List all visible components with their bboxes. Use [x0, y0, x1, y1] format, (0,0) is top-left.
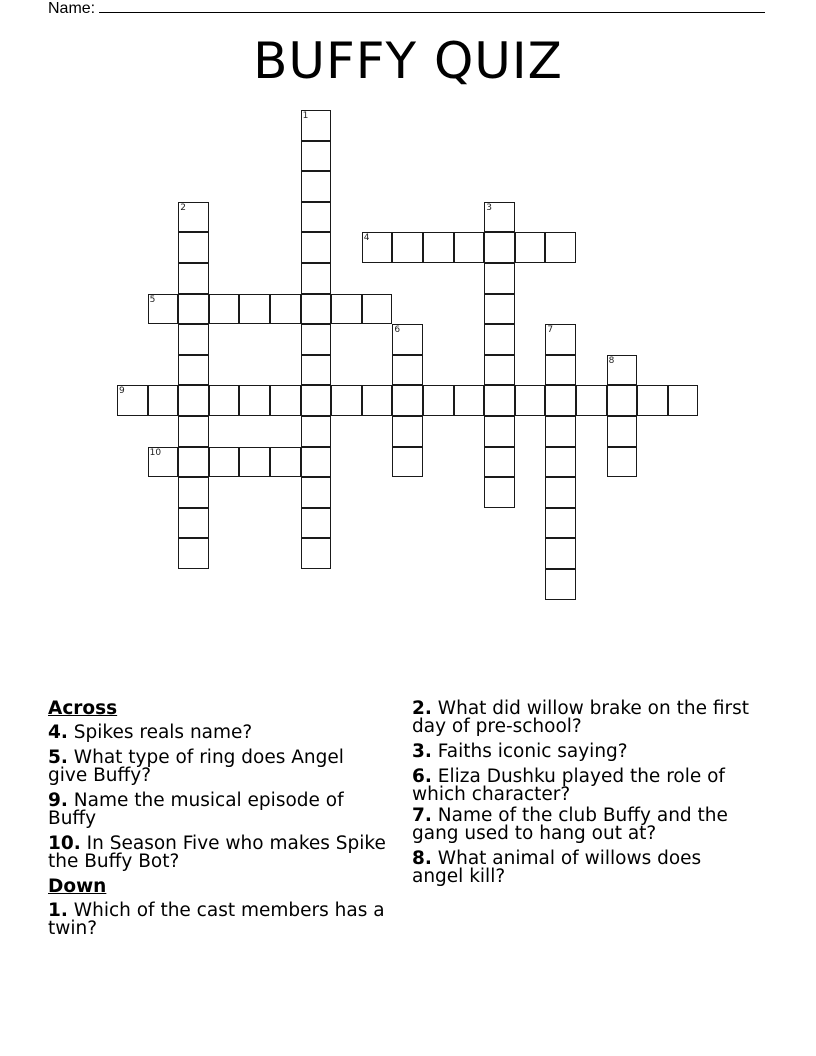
grid-cell[interactable]: [148, 294, 179, 325]
clue-number: 1.: [48, 900, 68, 921]
clue-down-7: [412, 807, 752, 843]
grid-cell[interactable]: [607, 355, 638, 386]
cell-number: 6: [394, 325, 401, 336]
grid-cell[interactable]: [148, 385, 179, 416]
grid-cell[interactable]: [209, 447, 240, 478]
grid-cell[interactable]: [484, 355, 515, 386]
clue-across-9: [48, 792, 388, 828]
clue-text: Spikes reals name?: [73, 722, 253, 743]
grid-cell[interactable]: [331, 385, 362, 416]
clue-text: What animal of willows does angel kill?: [412, 848, 702, 887]
grid-cell[interactable]: [178, 202, 209, 233]
clue-text: Name the musical episode of Buffy: [48, 790, 344, 829]
cell-number: 4: [363, 233, 370, 244]
grid-cell[interactable]: [301, 294, 332, 325]
grid-cell[interactable]: [392, 385, 423, 416]
grid-cell[interactable]: [668, 385, 699, 416]
grid-cell[interactable]: [515, 232, 546, 263]
grid-cell[interactable]: [392, 324, 423, 355]
grid-cell[interactable]: [331, 294, 362, 325]
clue-text: In Season Five who makes Spike the Buffy Bot?: [48, 833, 386, 872]
clue-number: 10.: [48, 833, 81, 854]
grid-cell[interactable]: [178, 538, 209, 569]
grid-cell[interactable]: [178, 263, 209, 294]
grid-cell[interactable]: [545, 324, 576, 355]
grid-cell[interactable]: [301, 141, 332, 172]
clue-number: 9.: [48, 790, 68, 811]
grid-cell[interactable]: [484, 294, 515, 325]
cell-number: 8: [608, 355, 615, 366]
clue-number: 7.: [412, 805, 432, 826]
grid-cell[interactable]: [209, 294, 240, 325]
grid-cell[interactable]: [484, 324, 515, 355]
grid-cell[interactable]: [362, 294, 393, 325]
grid-cell[interactable]: [484, 385, 515, 416]
grid-cell[interactable]: [301, 110, 332, 141]
grid-cell[interactable]: [484, 202, 515, 233]
grid-cell[interactable]: [178, 324, 209, 355]
grid-cell[interactable]: [607, 447, 638, 478]
grid-cell[interactable]: [545, 508, 576, 539]
clue-number: 5.: [48, 747, 68, 768]
grid-cell[interactable]: [545, 385, 576, 416]
grid-cell[interactable]: [362, 232, 393, 263]
grid-cell[interactable]: [239, 447, 270, 478]
grid-cell[interactable]: [423, 385, 454, 416]
cell-number: 1: [302, 111, 309, 121]
grid-cell[interactable]: [392, 416, 423, 447]
grid-cell[interactable]: [545, 232, 576, 263]
grid-cell[interactable]: [545, 477, 576, 508]
grid-cell[interactable]: [239, 294, 270, 325]
grid-cell[interactable]: [545, 538, 576, 569]
cell-number: 7: [547, 325, 554, 336]
clue-down-3: [412, 743, 752, 761]
grid-cell[interactable]: [392, 447, 423, 478]
clue-text: Faiths iconic saying?: [437, 741, 628, 762]
cell-number: 3: [486, 202, 492, 213]
clue-number: 6.: [412, 766, 432, 787]
grid-cell[interactable]: [392, 355, 423, 386]
grid-cell[interactable]: [454, 385, 485, 416]
name-label: Name:: [48, 0, 96, 17]
grid-cell[interactable]: [301, 263, 332, 294]
grid-cell[interactable]: [545, 447, 576, 478]
clue-text: Which of the cast members has a twin?: [48, 900, 385, 939]
down-heading: Down: [48, 876, 107, 897]
grid-cell[interactable]: [637, 385, 668, 416]
grid-cell[interactable]: [301, 171, 332, 202]
clues-column-right: [412, 700, 752, 893]
clue-number: 2.: [412, 698, 432, 719]
page-title: BUFFY QUIZ: [253, 32, 563, 90]
grid-cell[interactable]: [515, 385, 546, 416]
grid-cell[interactable]: [454, 232, 485, 263]
grid-cell[interactable]: [484, 263, 515, 294]
clue-down-1: [48, 902, 388, 938]
cell-number: 2: [180, 202, 186, 213]
grid-cell[interactable]: [117, 385, 148, 416]
grid-cell[interactable]: [607, 416, 638, 447]
clue-number: 4.: [48, 722, 68, 743]
grid-cell[interactable]: [484, 416, 515, 447]
clue-across-5: [48, 749, 388, 785]
grid-cell[interactable]: [484, 447, 515, 478]
clue-number: 3.: [412, 741, 432, 762]
clue-text: What did willow brake on the first day of pre-school?: [412, 698, 749, 737]
grid-cell[interactable]: [270, 447, 301, 478]
grid-cell[interactable]: [545, 416, 576, 447]
grid-cell[interactable]: [362, 385, 393, 416]
clue-across-10: [48, 835, 388, 871]
grid-cell[interactable]: [301, 416, 332, 447]
grid-cell[interactable]: [270, 294, 301, 325]
cell-number: 5: [149, 294, 156, 305]
grid-cell[interactable]: [178, 232, 209, 263]
grid-cell[interactable]: [178, 508, 209, 539]
grid-cell[interactable]: [301, 324, 332, 355]
grid-cell[interactable]: [178, 447, 209, 478]
cell-number: 10: [149, 447, 162, 458]
grid-cell[interactable]: [301, 477, 332, 508]
grid-cell[interactable]: [576, 385, 607, 416]
grid-cell[interactable]: [484, 232, 515, 263]
grid-cell[interactable]: [301, 202, 332, 233]
grid-cell[interactable]: [178, 385, 209, 416]
grid-cell[interactable]: [301, 447, 332, 478]
grid-cell[interactable]: [301, 538, 332, 569]
clue-down-8: [412, 850, 752, 886]
cell-number: 9: [119, 386, 125, 397]
clues-column-left: [48, 700, 388, 945]
grid-cell[interactable]: [270, 385, 301, 416]
clue-text: What type of ring does Angel give Buffy?: [48, 747, 344, 786]
clue-down-6: [412, 768, 752, 804]
grid-cell[interactable]: [301, 232, 332, 263]
across-heading: Across: [48, 698, 118, 719]
clue-text: Eliza Dushku played the role of which character?: [412, 766, 725, 805]
grid-cell[interactable]: [209, 385, 240, 416]
clue-down-2: [412, 700, 752, 736]
clue-across-4: [48, 724, 388, 742]
grid-cell[interactable]: [178, 477, 209, 508]
grid-cell[interactable]: [301, 508, 332, 539]
grid-cell[interactable]: [178, 294, 209, 325]
grid-cell[interactable]: [178, 416, 209, 447]
grid-cell[interactable]: [607, 385, 638, 416]
grid-cell[interactable]: [239, 385, 270, 416]
grid-cell[interactable]: [545, 355, 576, 386]
grid-cell[interactable]: [301, 355, 332, 386]
clue-text: Name of the club Buffy and the gang used to hang out at?: [412, 805, 728, 844]
grid-cell[interactable]: [301, 385, 332, 416]
grid-cell[interactable]: [392, 232, 423, 263]
grid-cell[interactable]: [148, 447, 179, 478]
grid-cell[interactable]: [484, 477, 515, 508]
grid-cell[interactable]: [545, 569, 576, 600]
grid-cell[interactable]: [423, 232, 454, 263]
grid-cell[interactable]: [178, 355, 209, 386]
clue-number: 8.: [412, 848, 432, 869]
